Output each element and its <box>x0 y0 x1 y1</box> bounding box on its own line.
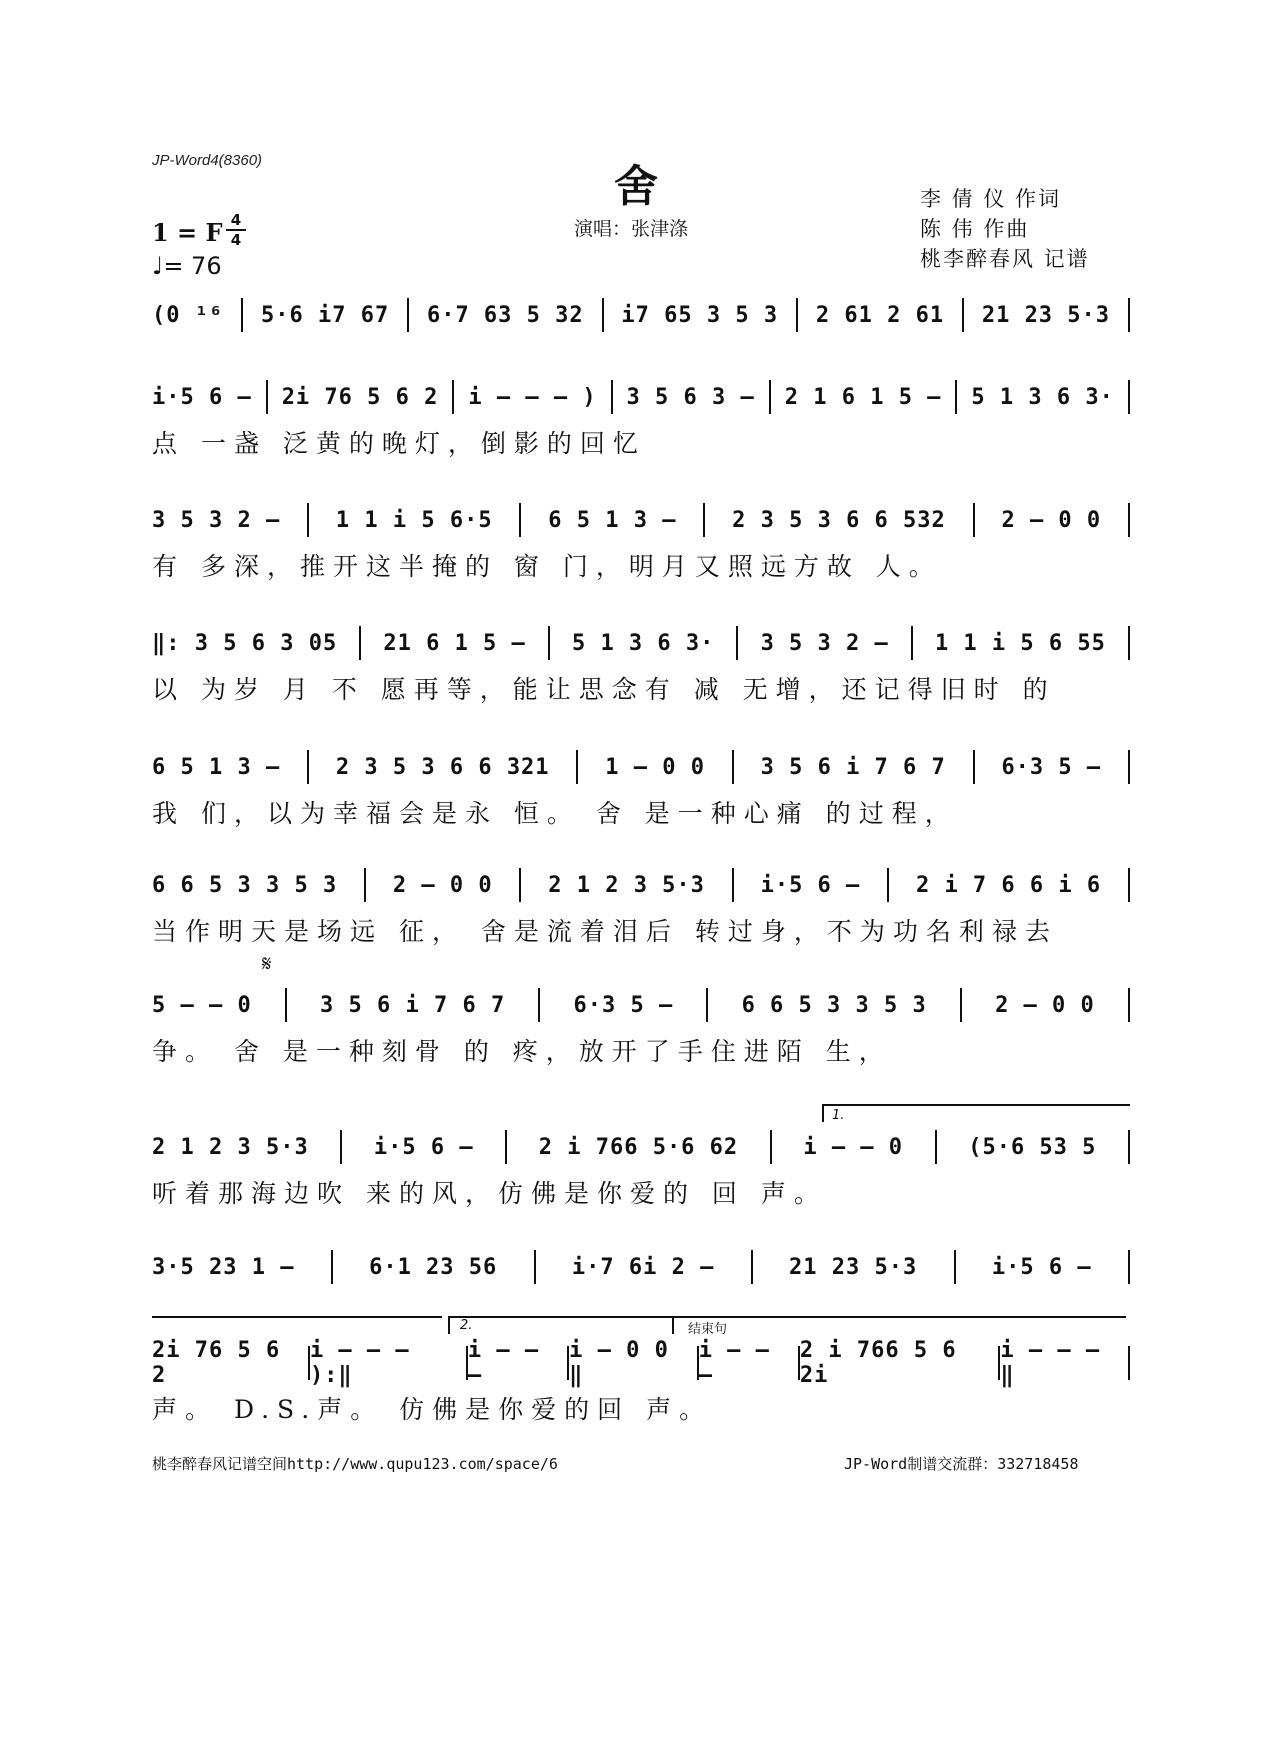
measure: 6 5 1 3 – <box>548 507 677 533</box>
measure: 3 5 6 3 – <box>626 384 755 410</box>
app-tag: JP-Word4(8360) <box>152 152 263 169</box>
measure: 21 23 5·3 <box>789 1254 918 1280</box>
time-signature <box>226 212 246 248</box>
bar-line <box>770 1130 772 1164</box>
measure: 21 23 5·3 <box>981 302 1111 328</box>
lyrics-line: 争。 舍 是一种刻骨 的 疼，放开了手住进陌 生， <box>152 1037 892 1066</box>
bar-line <box>935 1130 937 1164</box>
measure: 2 1 6 1 5 – <box>784 384 942 410</box>
bar-line <box>538 988 540 1022</box>
bar-line <box>1128 1346 1130 1380</box>
measure: 6·1 23 56 <box>369 1254 498 1280</box>
bar-line <box>266 380 268 414</box>
bar-line <box>962 298 964 332</box>
measure: i – 0 0 ‖ <box>569 1338 669 1388</box>
bar-line <box>736 626 738 660</box>
measure: ‖: 3 5 6 3 05 <box>152 630 338 656</box>
measure: i·5 6 – <box>991 1254 1092 1280</box>
measure: 2 1 2 3 5·3 <box>152 1134 309 1160</box>
measure: 2 – 0 0 <box>1001 507 1102 533</box>
measure: 5 – – 0 <box>152 992 252 1018</box>
bar-line <box>954 1250 956 1284</box>
bar-line <box>887 868 889 902</box>
measure: i·5 6 – <box>373 1134 474 1160</box>
measure: i·5 6 – <box>152 384 252 410</box>
measure: i – – – ):‖ <box>309 1338 410 1388</box>
measure: 2 – 0 0 <box>392 872 493 898</box>
measure: 6 6 5 3 3 5 3 <box>152 872 338 898</box>
ending-phrase-label: 结束句 <box>688 1322 728 1337</box>
bar-line <box>602 298 604 332</box>
lyrics-line: 以 为岁 月 不 愿再等，能让思念有 减 无增，还记得旧时 的 <box>152 675 1056 704</box>
measure: 3·5 23 1 – <box>152 1254 295 1280</box>
measure: 2i 76 5 6 2 <box>281 384 439 410</box>
bar-line <box>241 298 243 332</box>
bar-line <box>732 750 734 784</box>
ending-phrase-tick <box>672 1316 674 1334</box>
bar-line <box>1128 503 1130 537</box>
bar-line <box>973 503 975 537</box>
measure: i – – – ) <box>468 384 597 410</box>
measure: i·7 6i 2 – <box>571 1254 715 1280</box>
measure: i – – 0 <box>803 1134 904 1160</box>
lyrics-line: 声。 D.S.声。 仿佛是你爱的回 声。 <box>152 1395 713 1424</box>
lyricist-credit: 李 倩 仪 作词 <box>920 187 1062 211</box>
footer-left-text: 桃李醉春风记谱空间http://www.qupu123.com/space/6 <box>152 1455 558 1473</box>
notes-line <box>152 626 1130 660</box>
composer-credit: 陈 伟 作曲 <box>920 217 1030 241</box>
bar-line <box>519 868 521 902</box>
second-ending-tick <box>448 1316 450 1334</box>
time-sig-bottom: 4 <box>230 231 242 249</box>
notes-line <box>152 1338 1130 1388</box>
measure: (0 ¹⁶ <box>152 302 224 328</box>
singer-credit: 演唱：张津涤 <box>574 218 689 240</box>
bar-line <box>331 1250 333 1284</box>
bar-line <box>1128 380 1130 414</box>
song-title: 舍 <box>614 161 658 212</box>
bar-line <box>1128 750 1130 784</box>
bar-line <box>1128 1250 1130 1284</box>
bar-line <box>796 298 798 332</box>
measure: 3 5 6 i 7 6 7 <box>760 754 946 780</box>
bar-line <box>706 988 708 1022</box>
measure: i – – – <box>467 1338 540 1388</box>
bar-line <box>340 1130 342 1164</box>
notes-line <box>152 1250 1130 1284</box>
measure: i – – – ‖ <box>1000 1338 1101 1388</box>
lyrics-line: 点 一盏 泛黄的晚灯，倒影的回忆 <box>152 429 646 458</box>
bar-line <box>285 988 287 1022</box>
bar-line <box>359 626 361 660</box>
bar-line <box>960 988 962 1022</box>
measure: 2 i 766 5 6 2i <box>799 1338 957 1388</box>
lyrics-line: 有 多深，推开这半掩的 窗 门，明月又照远方故 人。 <box>152 552 942 581</box>
measure: 1 – 0 0 <box>605 754 705 780</box>
measure: 3 5 3 2 – <box>152 507 281 533</box>
notes-line <box>152 988 1130 1022</box>
notes-line <box>152 298 1130 332</box>
bar-line <box>1128 988 1130 1022</box>
bar-line <box>1128 626 1130 660</box>
footer-right-text: JP-Word制谱交流群：332718458 <box>844 1455 1079 1473</box>
ending-phrase-bracket <box>672 1316 1126 1318</box>
notes-line <box>152 1130 1130 1164</box>
bar-line <box>955 380 957 414</box>
bar-line <box>911 626 913 660</box>
bar-line <box>703 503 705 537</box>
first-ending-bracket <box>822 1104 1130 1106</box>
bar-line <box>534 1250 536 1284</box>
measure: 2 61 2 61 <box>815 302 945 328</box>
key-signature: 1 = F <box>152 218 223 247</box>
repeat-bracket-line <box>152 1316 442 1318</box>
notes-line <box>152 750 1130 784</box>
bar-line <box>1128 1130 1130 1164</box>
notes-line <box>152 503 1130 537</box>
lyrics-line: 当作明天是场远 征， 舍是流着泪后 转过身，不为功名利禄去 <box>152 917 1058 946</box>
time-sig-top: 4 <box>230 211 242 229</box>
transcriber-credit: 桃李醉春风 记谱 <box>920 247 1090 271</box>
credits-block <box>920 184 1090 274</box>
measure: 2 i 766 5·6 62 <box>538 1134 739 1160</box>
bar-line <box>364 868 366 902</box>
measure: 6 5 1 3 – <box>152 754 281 780</box>
measure: (5·6 53 5 <box>968 1134 1097 1160</box>
measure: 1 1 i 5 6·5 <box>335 507 493 533</box>
measure: 2 3 5 3 6 6 321 <box>335 754 550 780</box>
bar-line <box>611 380 613 414</box>
measure: 2 3 5 3 6 6 532 <box>732 507 946 533</box>
tempo-marking: ♩= 76 <box>152 252 222 280</box>
measure: i7 65 3 5 3 <box>621 302 779 328</box>
measure: 6·7 63 5 32 <box>426 302 584 328</box>
measure: 6·3 5 – <box>1001 754 1102 780</box>
bar-line <box>505 1130 507 1164</box>
measure: 2 i 7 6 6 i 6 <box>915 872 1102 898</box>
bar-line <box>548 626 550 660</box>
measure: 5·6 i7 67 <box>260 302 390 328</box>
second-ending-bracket <box>448 1316 672 1318</box>
measure: 1 1 i 5 6 55 <box>934 630 1106 656</box>
measure: i·5 6 – <box>760 872 861 898</box>
measure: 6 6 5 3 3 5 3 <box>741 992 927 1018</box>
notes-line <box>152 380 1130 414</box>
bar-line <box>519 503 521 537</box>
bar-line <box>1128 298 1130 332</box>
second-ending-label: 2. <box>460 1318 473 1333</box>
bar-line <box>307 750 309 784</box>
bar-line <box>1128 868 1130 902</box>
measure: 3 5 3 2 – <box>760 630 889 656</box>
bar-line <box>576 750 578 784</box>
measure: 2 – 0 0 <box>995 992 1095 1018</box>
lyrics-line: 听着那海边吹 来的风，仿佛是你爱的 回 声。 <box>152 1179 827 1208</box>
segno-sign: 𝄋 <box>262 952 272 977</box>
measure: 3 5 6 i 7 6 7 <box>320 992 506 1018</box>
bar-line <box>732 868 734 902</box>
first-ending-label: 1. <box>832 1108 845 1123</box>
measure: i – – – <box>698 1338 770 1388</box>
measure: 5 1 3 6 3· <box>971 384 1114 410</box>
bar-line <box>307 503 309 537</box>
lyrics-line: 我 们，以为幸福会是永 恒。 舍 是一种心痛 的过程， <box>152 799 958 828</box>
bar-line <box>452 380 454 414</box>
bar-line <box>751 1250 753 1284</box>
bar-line <box>973 750 975 784</box>
measure: 5 1 3 6 3· <box>571 630 715 656</box>
measure: 2 1 2 3 5·3 <box>548 872 705 898</box>
measure: 21 6 1 5 – <box>383 630 526 656</box>
first-ending-tick <box>822 1104 824 1122</box>
measure: 2i 76 5 6 2 <box>152 1338 281 1388</box>
notes-line <box>152 868 1130 902</box>
bar-line <box>769 380 771 414</box>
measure: 6·3 5 – <box>573 992 674 1018</box>
bar-line <box>407 298 409 332</box>
